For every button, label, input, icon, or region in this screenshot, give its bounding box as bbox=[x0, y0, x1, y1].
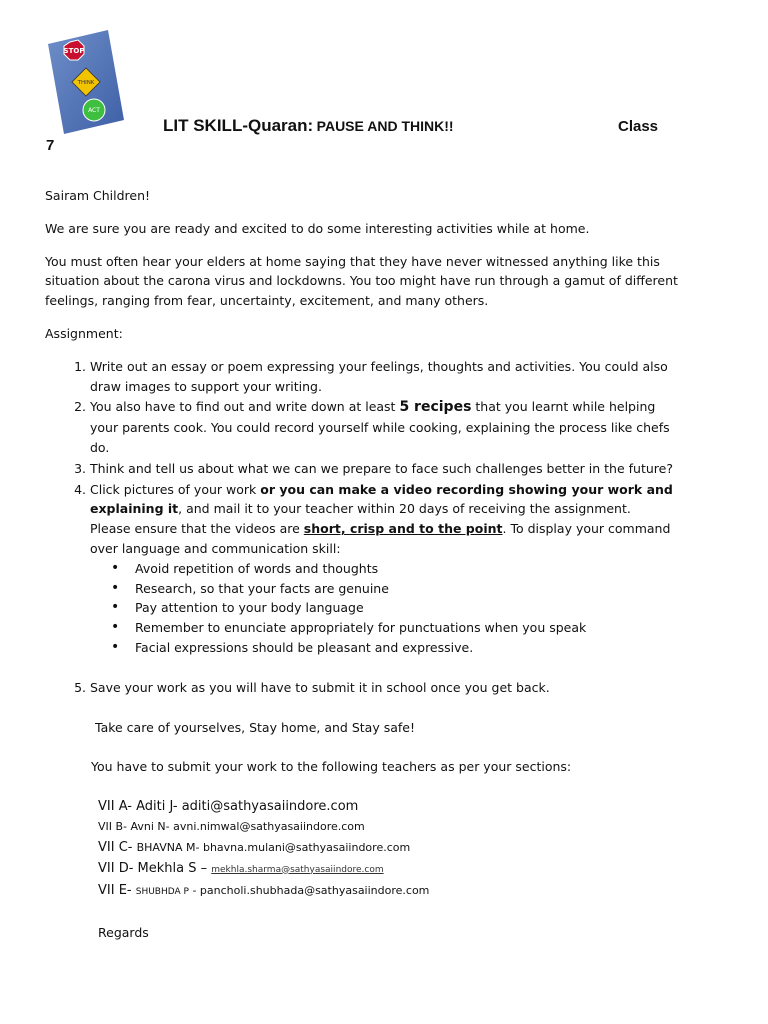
emphasis-underline: short, crisp and to the point bbox=[303, 521, 503, 537]
list-item: 1. Write out an essay or poem expressing your feelings, thoughts and activities. You could also draw images to support your writing. bbox=[90, 357, 685, 397]
list-item: • Pay attention to your body language bbox=[135, 598, 685, 618]
submit-note: You have to submit your work to the following teachers as per your sections: bbox=[91, 759, 572, 775]
regards: Regards bbox=[98, 925, 149, 941]
list-item: • Research, so that your facts are genuine bbox=[135, 579, 685, 599]
tips-list bbox=[90, 559, 685, 658]
teacher-row: VII D- Mekhla S – mekhla.sharma@sathyasaiindore.com bbox=[98, 860, 384, 876]
list-item: 2. You also have to find out and write down at least 5 recipes that you learnt while helping your parents cook. You could record yourself while cooking, explaining the process like chefs do. bbox=[90, 397, 685, 457]
intro-paragraph: We are sure you are ready and excited to do some interesting activities while at home. bbox=[45, 220, 590, 236]
list-item: • Remember to enunciate appropriately for punctuations when you speak bbox=[135, 618, 685, 638]
teacher-row: VII B- Avni N- avni.nimwal@sathyasaiindore.com bbox=[98, 819, 365, 833]
class-label: Class bbox=[618, 118, 659, 135]
recipes-count: 5 recipes bbox=[399, 399, 472, 416]
assignment-label: Assignment: bbox=[45, 325, 123, 341]
teacher-row: VII E- SHUBHDA P - pancholi.shubhada@sathyasaiindore.com bbox=[98, 883, 430, 899]
teacher-list bbox=[98, 797, 685, 903]
list-item: 4. Click pictures of your work or you can make a video recording showing your work and explaining it, and mail it to your teacher within 20 days of receiving the assignment. Please ensure that the videos are short, crisp and to the point. To display your command over language and communication skill: • Avoid repetition of words and thoughts • Research, so that your facts are genuine • Pay attention to your body language • Remember to enunciate appropriately for punctuations when you speak • Facial expressions should be pleasant and expressive. bbox=[90, 480, 685, 658]
list-item: 5. Save your work as you will have to submit it in school once you get back. bbox=[90, 678, 685, 698]
greeting: Sairam Children! bbox=[45, 188, 151, 203]
class-number: 7 bbox=[46, 137, 55, 154]
document-body bbox=[45, 186, 685, 943]
email-link[interactable]: mekhla.sharma@sathyasaiindore.com bbox=[211, 864, 384, 875]
assignment-list bbox=[45, 357, 685, 698]
page-title bbox=[163, 116, 683, 136]
think-sign-text: THINK bbox=[77, 80, 95, 86]
closing-message: Take care of yourselves, Stay home, and Stay safe! bbox=[95, 719, 415, 735]
list-item: • Avoid repetition of words and thoughts bbox=[135, 559, 685, 579]
title-sub: PAUSE AND THINK!! bbox=[316, 118, 454, 134]
context-paragraph: You must often hear your elders at home saying that they have never witnessed anything like this situation about the carona virus and lockdowns. You too might have run through a gamut of different feelings, ranging from fear, uncertainty, excitement, and many others. bbox=[45, 253, 678, 309]
stop-think-act-logo bbox=[46, 30, 126, 134]
list-item: 3. Think and tell us about what we can we prepare to face such challenges better in the future? bbox=[90, 459, 685, 479]
title-main: LIT SKILL-Quaran: bbox=[163, 116, 314, 135]
act-sign-text: ACT bbox=[88, 107, 100, 114]
teacher-row: VII C- BHAVNA M- bhavna.mulani@sathyasaiindore.com bbox=[98, 839, 411, 855]
list-item: • Facial expressions should be pleasant and expressive. bbox=[135, 638, 685, 658]
stop-sign-text: STOP bbox=[63, 47, 85, 55]
teacher-row: VII A- Aditi J- aditi@sathyasaiindore.com bbox=[98, 799, 359, 815]
